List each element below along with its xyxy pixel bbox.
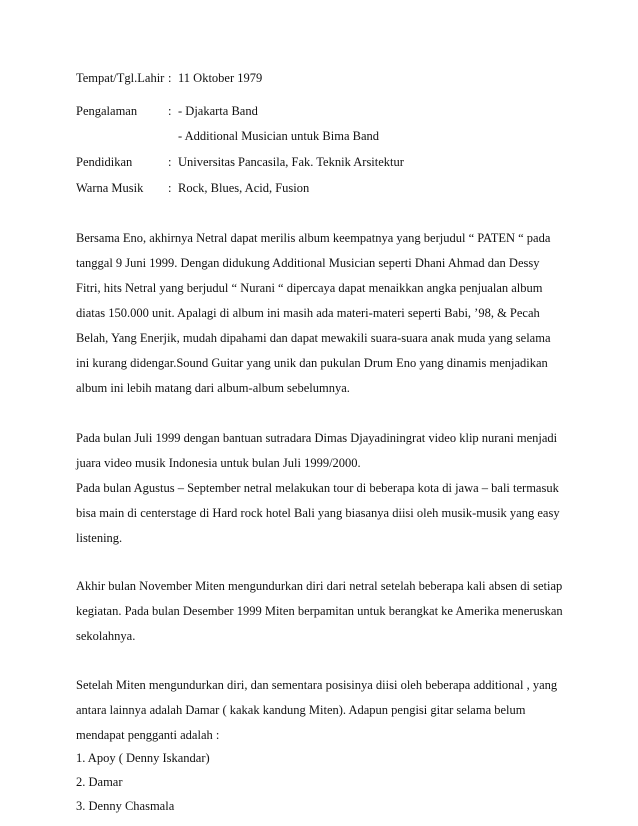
paragraph-line: juara video musik Indonesia untuk bulan Juli 1999/2000. <box>76 456 361 470</box>
paragraph-line: album ini lebih matang dari album-album sebelumnya. <box>76 381 350 395</box>
paragraph-line: ini kurang didengar.Sound Guitar yang unik dan pukulan Drum Eno yang dinamis menjadikan <box>76 356 548 370</box>
bio-value: Rock, Blues, Acid, Fusion <box>178 181 310 195</box>
bio-value: 11 Oktober 1979 <box>178 71 263 85</box>
bio-label: Tempat/Tgl.Lahir <box>76 71 165 85</box>
paragraph-line: Bersama Eno, akhirnya Netral dapat merilis album keempatnya yang berjudul “ PATEN “ pada <box>76 231 551 245</box>
paragraph-line: tanggal 9 Juni 1999. Dengan didukung Additional Musician seperti Dhani Ahmad dan Dessy <box>76 256 540 270</box>
paragraph-line: Fitri, hits Netral yang berjudul “ Nurani “ dipercaya dapat menaikkan angka penjualan album <box>76 281 543 295</box>
bio-value: - Additional Musician untuk Bima Band <box>178 129 380 143</box>
bio-label: Warna Musik <box>76 181 144 195</box>
bio-label: Pendidikan <box>76 155 133 169</box>
bio-colon: : <box>168 104 172 118</box>
paragraph-line: diatas 150.000 unit. Apalagi di album ini masih ada materi-materi seperti Babi, ’98, & Pecah <box>76 306 540 320</box>
paragraph-line: Belah, Yang Enerjik, mudah dipahami dan dapat mewakili suara-suara anak muda yang selama <box>76 331 551 345</box>
list-item: 1. Apoy ( Denny Iskandar) <box>76 751 210 765</box>
paragraph-line: bisa main di centerstage di Hard rock hotel Bali yang biasanya diisi oleh musik-musik yang easy <box>76 506 560 520</box>
bio-colon: : <box>168 181 172 195</box>
paragraph-line: listening. <box>76 531 123 545</box>
paragraph-line: Pada bulan Agustus – September netral melakukan tour di beberapa kota di jawa – bali termasuk <box>76 481 559 495</box>
paragraph-line: kegiatan. Pada bulan Desember 1999 Miten berpamitan untuk berangkat ke Amerika meneruskan <box>76 604 563 618</box>
bio-colon: : <box>168 71 172 85</box>
bio-value: Universitas Pancasila, Fak. Teknik Arsitektur <box>178 155 404 169</box>
paragraph-line: Setelah Miten mengundurkan diri, dan sementara posisinya diisi oleh beberapa additional , yang <box>76 678 558 692</box>
paragraph-line: antara lainnya adalah Damar ( kakak kandung Miten). Adapun pengisi gitar selama belum <box>76 703 526 717</box>
paragraph-line: Akhir bulan November Miten mengundurkan diri dari netral setelah beberapa kali absen di setiap <box>76 579 563 593</box>
bio-colon: : <box>168 155 172 169</box>
list-item: 2. Damar <box>76 775 123 789</box>
bio-label: Pengalaman <box>76 104 138 118</box>
paragraph-line: mendapat pengganti adalah : <box>76 728 220 742</box>
paragraph-line: sekolahnya. <box>76 629 136 643</box>
bio-value: - Djakarta Band <box>178 104 258 118</box>
paragraph-line: Pada bulan Juli 1999 dengan bantuan sutradara Dimas Djayadiningrat video klip nurani menjadi <box>76 431 558 445</box>
list-item: 3. Denny Chasmala <box>76 799 175 813</box>
